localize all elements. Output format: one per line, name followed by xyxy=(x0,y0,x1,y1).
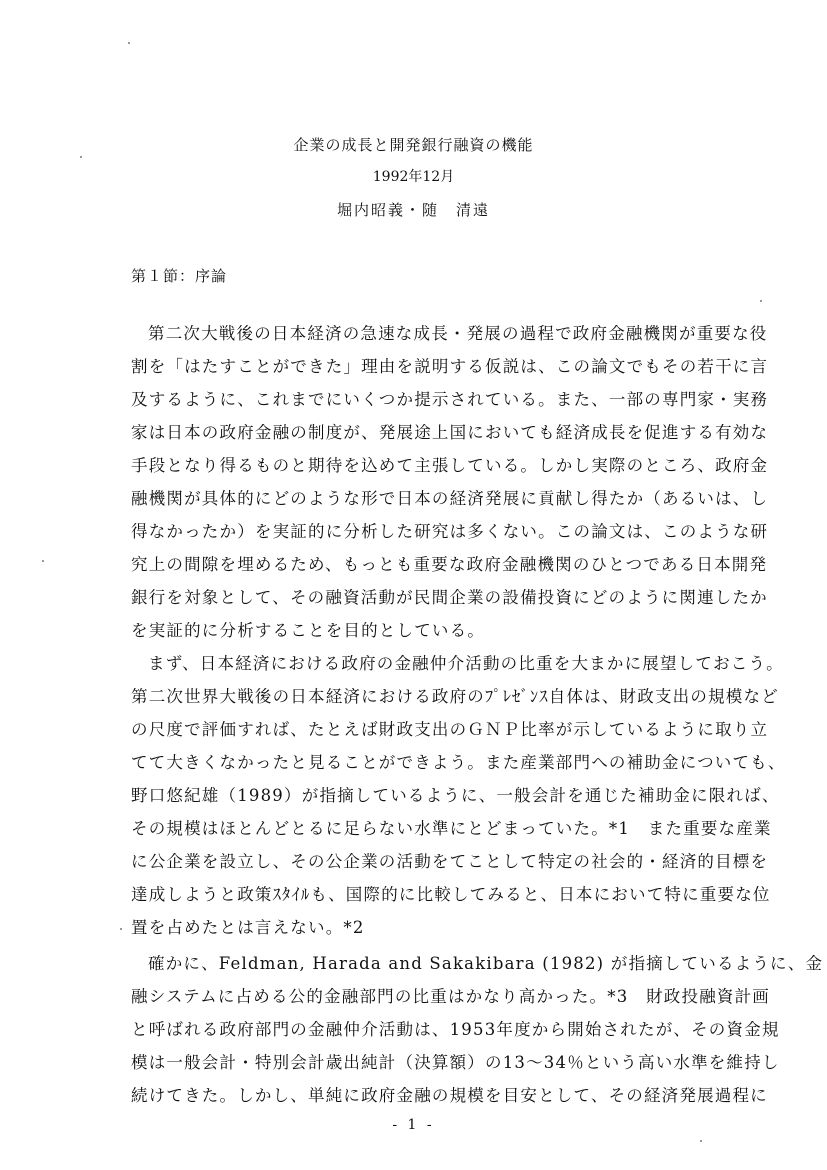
scan-speck xyxy=(42,560,44,562)
body-line: を実証的に分析することを目的としている。 xyxy=(131,621,485,640)
body-line: の尺度で評価すれば、たとえば財政支出のＧＮＰ比率が示しているように取り立 xyxy=(131,720,769,739)
body-line: 究上の間隙を埋めるため、もっとも重要な政府金融機関のひとつである日本開発 xyxy=(131,555,768,574)
body-line: 置を占めたとは言えない。*2 xyxy=(131,918,365,937)
body-line: まず、日本経済における政府の金融仲介活動の比重を大まかに展望しておこう。 xyxy=(148,654,784,673)
scan-speck xyxy=(760,300,762,302)
body-line: 模は一般会計・特別会計歳出純計（決算額）の13～34％という高い水準を維持し xyxy=(131,1053,780,1072)
scan-speck xyxy=(80,156,82,158)
scan-speck xyxy=(128,42,130,44)
body-line: 得なかったか）を実証的に分析した研究は多くない。この論文は、このような研 xyxy=(131,522,769,541)
body-line: てて大きくなかったと見ることができよう。また産業部門への補助金についても、 xyxy=(131,753,786,772)
body-line: 融機関が具体的にどのような形で日本の経済発展に貢献し得たか（あるいは、し xyxy=(131,489,769,508)
body-line: 家は日本の政府金融の制度が、発展途上国においても経済成長を促進する有効な xyxy=(131,423,769,442)
paper-authors: 堀内昭義・随 清遠 xyxy=(336,201,490,219)
paper-title: 企業の成長と開発銀行融資の機能 xyxy=(293,136,534,154)
body-line: 野口悠紀雄（1989）が指摘しているように、一般会計を通じた補助金に限れば、 xyxy=(131,786,780,805)
body-line: 割を「はたすことができた」理由を説明する仮説は、この論文でもその若干に言 xyxy=(131,357,769,376)
body-line: 第二次大戦後の日本経済の急速な成長・発展の過程で政府金融機関が重要な役 xyxy=(148,324,768,343)
body-line: 銀行を対象として、その融資活動が民間企業の設備投資にどのように関連したか xyxy=(131,588,768,607)
body-line: 及するように、これまでにいくつか提示されている。また、一部の専門家・実務 xyxy=(131,390,769,409)
page-number: - 1 - xyxy=(392,1117,435,1133)
body-line: その規模はほとんどとるに足らない水準にとどまっていた。*1 また重要な産業 xyxy=(131,819,772,838)
body-line: 手段となり得るものと期待を込めて主張している。しかし実際のところ、政府金 xyxy=(131,456,769,475)
body-line: 達成しようと政策ｽﾀｲﾙも、国際的に比較してみると、日本において特に重要な位 xyxy=(131,885,771,904)
body-line: 続けてきた。しかし、単純に政府金融の規模を目安として、その経済発展過程に xyxy=(131,1086,768,1105)
section-heading: 第１節：序論 xyxy=(131,267,228,285)
body-line: に公企業を設立し、その公企業の活動をてことして特定の社会的・経済的目標を xyxy=(131,852,769,871)
body-line: 融システムに占める公的金融部門の比重はかなり高かった。*3 財政投融資計画 xyxy=(131,987,770,1006)
scan-speck xyxy=(120,928,122,930)
paper-date: 1992年12月 xyxy=(372,169,455,185)
scan-speck xyxy=(700,1140,702,1142)
body-line: と呼ばれる政府部門の金融仲介活動は、1953年度から開始されたが、その資金規 xyxy=(131,1020,780,1039)
body-line: 第二次世界大戦後の日本経済における政府のﾌﾟﾚｾﾞﾝｽ自体は、財政支出の規模など xyxy=(131,687,779,706)
body-line: 確かに、Feldman, Harada and Sakakibara (1982) が指摘しているように、金 xyxy=(148,954,824,973)
